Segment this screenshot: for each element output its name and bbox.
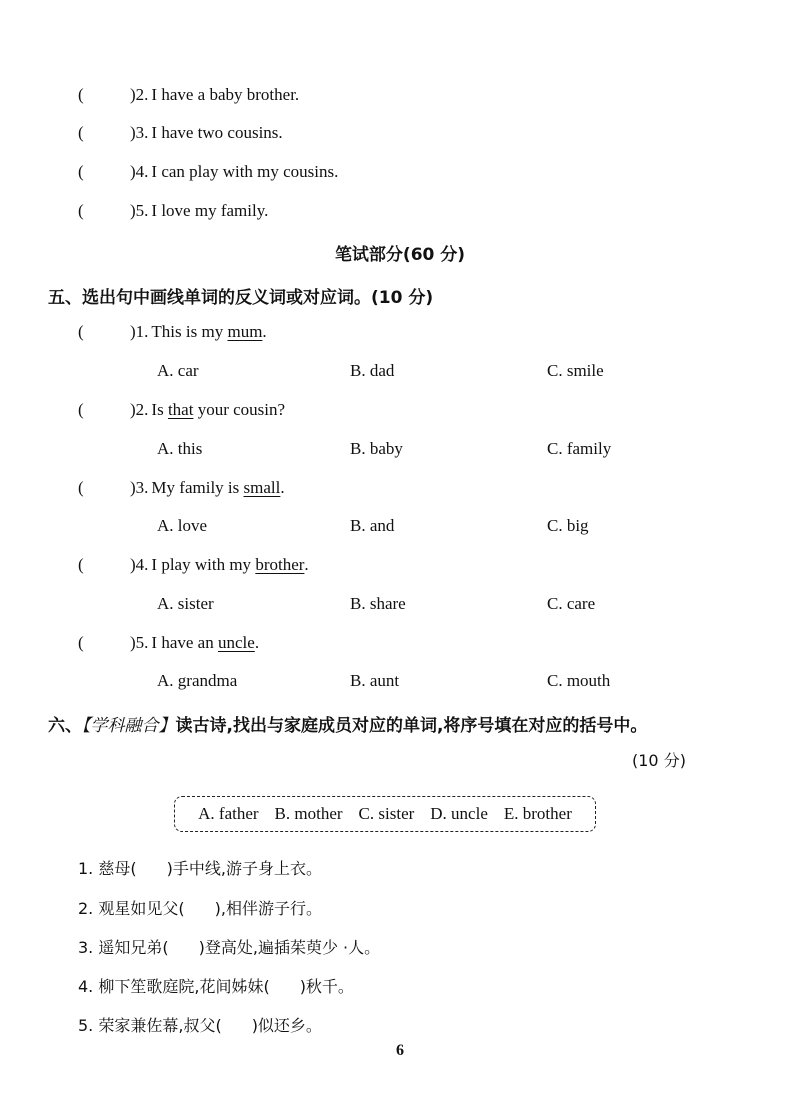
question-row: ( ) 5. I have an uncle . [78, 633, 260, 652]
question-after: your cousin? [193, 400, 286, 419]
underlined-word: uncle [217, 633, 255, 652]
answer-blank[interactable] [78, 162, 130, 182]
question-before: I have an [151, 633, 218, 652]
poem-after: )登高处,遍插茱萸少 ·人。 [198, 938, 381, 957]
underlined-word: that [167, 400, 194, 419]
option-b[interactable]: B. baby [350, 439, 403, 458]
poem-before: 4. 柳下笙歌庭院,花间姊妹( [78, 977, 270, 996]
option-a[interactable]: A. love [157, 516, 208, 535]
open-paren: ( [78, 162, 84, 181]
question-before: I play with my [151, 555, 256, 574]
question-after: . [254, 633, 260, 652]
option-c[interactable]: C. smile [547, 361, 604, 380]
close-paren: ) [130, 123, 136, 142]
written-part-title: 笔试部分(60 分) [334, 245, 466, 265]
subject-tag: 【学科融合】 [82, 716, 176, 736]
question-number: 2. [135, 400, 149, 419]
option-b[interactable]: B. dad [350, 361, 395, 380]
question-row: ( ) 4. I play with my brother . [78, 555, 309, 574]
section6-score: (10 分) [632, 751, 686, 770]
question-number: 1. [135, 322, 149, 341]
item-number: 2. [135, 85, 149, 104]
option-a[interactable]: A. this [157, 439, 203, 458]
question-after: . [280, 478, 285, 497]
poem-before: 5. 荣家兼佐幕,叔父( [78, 1016, 222, 1035]
listening-item [78, 201, 268, 221]
poem-line [78, 856, 322, 879]
item-text: I love my family. [151, 201, 269, 220]
word-option: C. sister [358, 804, 415, 823]
option-c[interactable]: C. big [547, 516, 589, 535]
item-number: 5. [135, 201, 149, 220]
option-b[interactable]: B. aunt [350, 671, 400, 690]
poem-after: ),相伴游子行。 [214, 899, 322, 918]
poem-before: 2. 观星如见父( [78, 899, 185, 918]
word-option: A. father [198, 804, 259, 823]
question-before: This is my [151, 322, 228, 341]
open-paren: ( [78, 123, 84, 142]
option-b[interactable]: B. share [350, 594, 406, 613]
question-row: ( ) 1. This is my mum . [78, 322, 267, 341]
item-text: I have a baby brother. [151, 85, 300, 104]
section6-instruction: 读古诗,找出与家庭成员对应的单词,将序号填在对应的括号中。 [175, 716, 648, 736]
poem-line [78, 1013, 322, 1036]
item-number: 4. [135, 162, 149, 181]
option-c[interactable]: C. mouth [547, 671, 611, 690]
question-after: . [262, 322, 267, 341]
underlined-word: small [243, 478, 281, 497]
answer-blank[interactable] [78, 85, 130, 105]
poem-line [78, 896, 322, 919]
question-row: ( ) 3. My family is small . [78, 478, 285, 497]
section6-heading [48, 711, 647, 736]
underlined-word: mum [227, 322, 263, 341]
question-number: 3. [135, 478, 149, 497]
question-number: 4. [135, 555, 149, 574]
answer-blank[interactable]: ( [78, 322, 84, 341]
listening-item [78, 85, 299, 105]
word-option: E. brother [503, 804, 572, 823]
poem-before: 3. 遥知兄弟( [78, 938, 169, 957]
answer-blank[interactable]: ( [78, 400, 84, 419]
answer-blank[interactable]: ( [78, 555, 84, 574]
open-paren: ( [78, 85, 84, 104]
question-number: 5. [135, 633, 149, 652]
word-box [174, 796, 596, 832]
option-c[interactable]: C. care [547, 594, 596, 613]
option-a[interactable]: A. grandma [157, 671, 238, 690]
answer-blank[interactable]: ( [78, 633, 84, 652]
poem-after: )秋千。 [299, 977, 354, 996]
section5-heading: 五、选出句中画线单词的反义词或对应词。(10 分) [48, 288, 434, 308]
poem-line [78, 935, 380, 958]
poem-after: )手中线,游子身上衣。 [166, 859, 322, 878]
question-before: Is [151, 400, 168, 419]
question-before: My family is [151, 478, 244, 497]
option-c[interactable]: C. family [547, 439, 612, 458]
listening-item [78, 162, 338, 182]
option-a[interactable]: A. car [157, 361, 199, 380]
word-option: B. mother [274, 804, 343, 823]
answer-blank[interactable] [78, 201, 130, 221]
open-paren: ( [78, 201, 84, 220]
item-number: 3. [135, 123, 149, 142]
close-paren: ) [130, 162, 136, 181]
question-after: . [304, 555, 309, 574]
answer-blank[interactable] [78, 123, 130, 143]
question-row: ( ) 2. Is that your cousin? [78, 400, 286, 419]
item-text: I have two cousins. [151, 123, 283, 142]
underlined-word: brother [255, 555, 305, 574]
word-option: D. uncle [430, 804, 488, 823]
option-a[interactable]: A. sister [157, 594, 214, 613]
option-b[interactable]: B. and [350, 516, 395, 535]
item-text: I can play with my cousins. [151, 162, 339, 181]
listening-item [78, 123, 283, 143]
close-paren: ) [130, 85, 136, 104]
section6-prefix: 六、 [48, 716, 82, 736]
page-number: 6 [396, 1042, 404, 1059]
close-paren: ) [130, 201, 136, 220]
poem-after: )似还乡。 [251, 1016, 322, 1035]
poem-line [78, 974, 354, 997]
poem-before: 1. 慈母( [78, 859, 137, 878]
answer-blank[interactable]: ( [78, 478, 84, 497]
